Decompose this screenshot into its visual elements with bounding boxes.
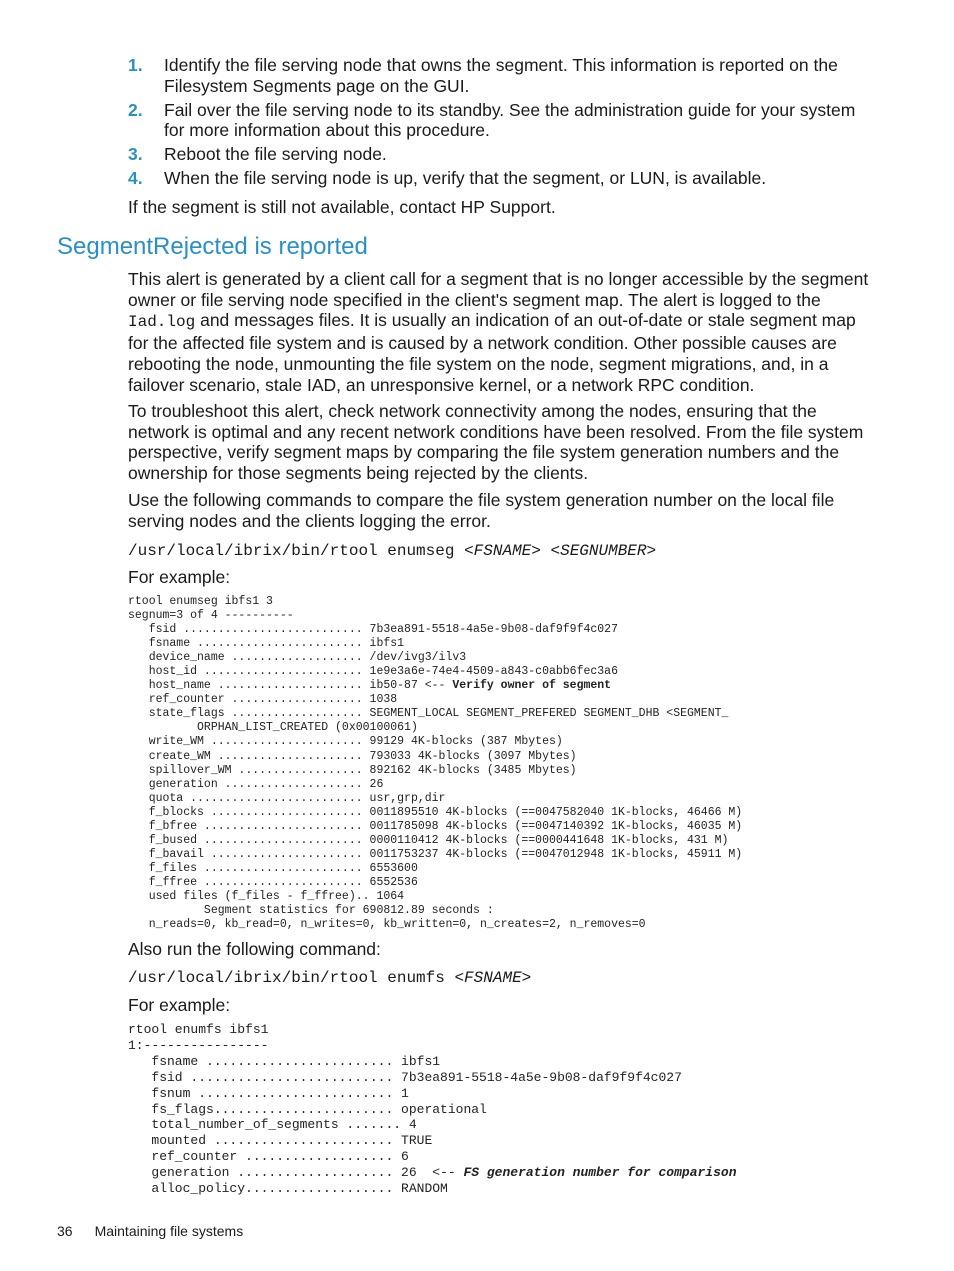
code-line: state_flags ................... SEGMENT_LOCAL SEGMENT_PREFERED SEGMENT_DHB <SEGMENT_ <box>128 707 729 721</box>
page-number: 36 <box>57 1223 73 1239</box>
code-line: rtool enumfs ibfs1 <box>128 1022 269 1037</box>
procedure-steps <box>128 55 878 192</box>
page-footer <box>57 1222 243 1240</box>
code-line: mounted ....................... TRUE <box>128 1133 433 1149</box>
code-text: generation .................... 26 <-- <box>128 1165 464 1181</box>
step-text: Fail over the file serving node to its standby. See the administration guide for your system for more information about this procedure. <box>164 99 856 140</box>
code-line <box>128 679 742 693</box>
troubleshoot-paragraph: To troubleshoot this alert, check network connectivity among the nodes, ensuring that the network is optimal and any recent network conditions have been resolved. From the file system perspective, verify segment maps by comparing the file system generation numbers and the ownership for those segments being rejected by the clients. <box>128 401 864 484</box>
code-line: quota ......................... usr,grp,dir <box>128 791 446 805</box>
code-line <box>128 1165 737 1181</box>
code-line: ref_counter ................... 1038 <box>128 693 398 707</box>
code-line: total_number_of_segments ....... 4 <box>128 1117 417 1133</box>
step-text: Reboot the file serving node. <box>164 144 387 164</box>
code-line: f_files ....................... 6553600 <box>128 861 418 875</box>
code-line: create_WM ..................... 793033 4K-blocks (3097 Mbytes) <box>128 749 577 763</box>
log-filename: Iad.log <box>128 313 196 332</box>
code-line: fsid .......................... 7b3ea891-5518-4a5e-9b08-daf9f9f4c027 <box>128 1069 682 1085</box>
code-line: f_bfree ....................... 0011785098 4K-blocks (==0047140392 1K-blocks, 46035 M) <box>128 819 743 833</box>
step-text: When the file serving node is up, verify that the segment, or LUN, is available. <box>164 168 767 188</box>
step-item <box>128 100 878 141</box>
code-line: fs_flags....................... operational <box>128 1101 487 1117</box>
code-line: device_name ................... /dev/ivg3/ilv3 <box>128 651 467 665</box>
support-note: If the segment is still not available, contact HP Support. <box>128 197 556 217</box>
command-arg: <FSNAME> <box>454 969 532 987</box>
code-line: rtool enumseg ibfs1 3 <box>128 595 273 608</box>
code-line: f_bavail ...................... 0011753237 4K-blocks (==0047012948 1K-blocks, 45911 M) <box>128 847 743 861</box>
command-text: /usr/local/ibrix/bin/rtool enumseg <box>128 542 465 560</box>
code-line: Segment statistics for 690812.89 seconds : <box>128 904 494 918</box>
enumfs-command <box>128 968 531 988</box>
code-line: fsid .......................... 7b3ea891-5518-4a5e-9b08-daf9f9f4c027 <box>128 623 618 637</box>
step-item <box>128 168 878 189</box>
commands-intro: Use the following commands to compare the file system generation number on the local file serving nodes and the clients logging the error. <box>128 490 835 531</box>
code-line: f_ffree ....................... 6552536 <box>128 875 418 889</box>
code-annotation: Verify owner of segment <box>452 679 612 693</box>
code-line: ref_counter ................... 6 <box>128 1149 409 1165</box>
example-label: For example: <box>128 995 231 1015</box>
code-line: n_reads=0, kb_read=0, n_writes=0, kb_written=0, n_creates=2, n_removes=0 <box>128 918 646 932</box>
chapter-title: Maintaining file systems <box>94 1223 244 1239</box>
step-number: 2. <box>128 99 143 120</box>
enumseg-output <box>128 595 742 932</box>
alert-description <box>128 269 870 395</box>
code-line: fsname ........................ ibfs1 <box>128 1053 441 1069</box>
text-span: This alert is generated by a client call for a segment that is no longer accessible by the segment owner or file serving node specified in the client's segment map. The alert is logged to the <box>128 269 869 310</box>
code-line: spillover_WM .................. 892162 4K-blocks (3485 Mbytes) <box>128 763 577 777</box>
step-item <box>128 144 878 165</box>
step-text: Identify the file serving node that owns the segment. This information is reported on the Filesystem Segments page on the GUI. <box>164 55 838 96</box>
command-arg: <FSNAME> <box>464 542 541 560</box>
section-heading: SegmentRejected is reported <box>57 233 368 260</box>
code-line: alloc_policy................... RANDOM <box>128 1181 448 1197</box>
code-annotation: FS generation number for comparison <box>463 1165 737 1181</box>
code-line: f_blocks ...................... 0011895510 4K-blocks (==0047582040 1K-blocks, 46466 M) <box>128 805 743 819</box>
command-arg: <SEGNUMBER> <box>550 542 657 560</box>
code-line: write_WM ...................... 99129 4K-blocks (387 Mbytes) <box>128 735 563 749</box>
command-text: /usr/local/ibrix/bin/rtool enumfs <box>128 969 455 987</box>
step-number: 4. <box>128 168 143 188</box>
code-line: generation .................... 26 <box>128 777 384 791</box>
code-line: used files (f_files - f_ffree).. 1064 <box>128 889 405 903</box>
enumfs-output <box>128 1022 737 1197</box>
code-line: fsnum ......................... 1 <box>128 1085 409 1101</box>
code-line: f_bused ....................... 0000110412 4K-blocks (==0000441648 1K-blocks, 431 M) <box>128 833 729 847</box>
text-span: and messages files. It is usually an indication of an out-of-date or stale segment map for the affected file system and is caused by a network condition. Other possible causes are rebooting the node, unmounting the file system on the node, segment migrations, and, in a failover scenario, stale IAD, an unresponsive kernel, or a network RPC condition. <box>128 310 856 395</box>
example-label: For example: <box>128 567 231 587</box>
code-text: host_name ..................... ib50-87 <-- <box>128 679 453 693</box>
step-number: 1. <box>128 55 143 75</box>
enumseg-command <box>128 541 656 561</box>
code-line: 1:---------------- <box>128 1037 269 1053</box>
also-run-label: Also run the following command: <box>128 939 381 959</box>
step-item <box>128 55 878 96</box>
code-line: host_id ....................... 1e9e3a6e-74e4-4509-a843-c0abb6fec3a6 <box>128 665 618 679</box>
code-line: ORPHAN_LIST_CREATED (0x00100061) <box>128 721 418 735</box>
code-line: segnum=3 of 4 ---------- <box>128 609 294 623</box>
code-line: fsname ........................ ibfs1 <box>128 637 405 651</box>
step-number: 3. <box>128 144 143 164</box>
